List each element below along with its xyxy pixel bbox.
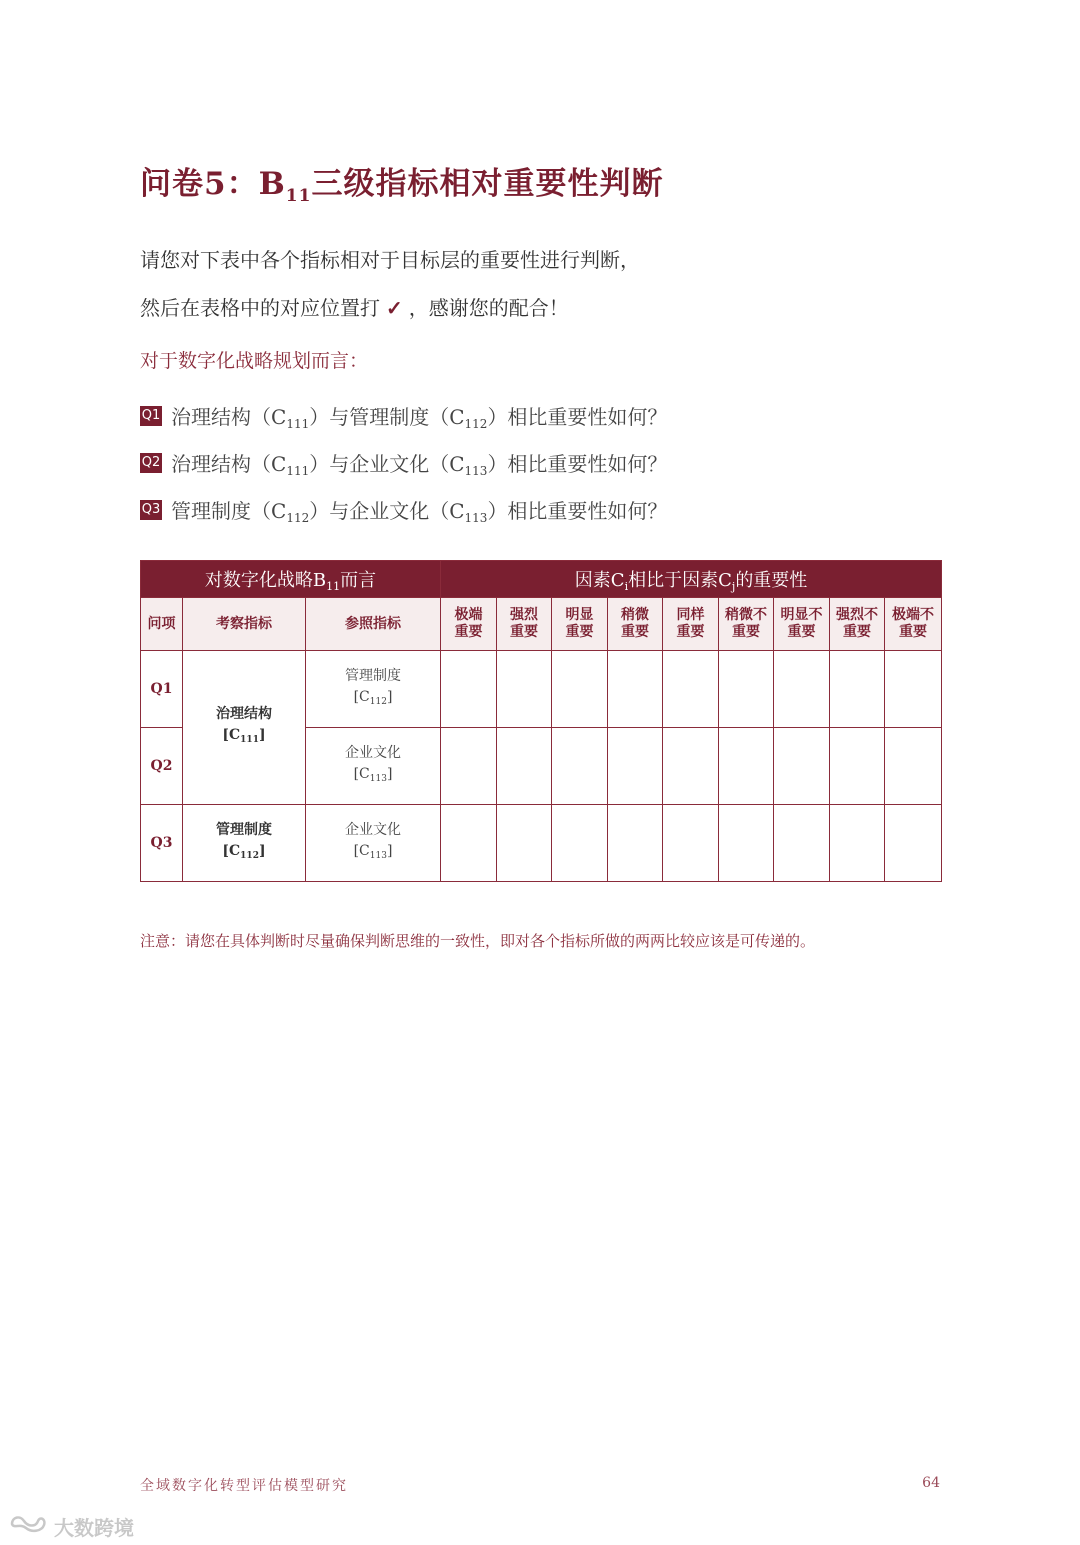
answer-cell[interactable] (441, 805, 497, 882)
col-header-level: 极端 重要 (441, 598, 497, 651)
answer-cell[interactable] (552, 805, 608, 882)
col-header-level: 强烈不 重要 (830, 598, 885, 651)
question-text: 治理结构$(C_{111})$与管理制度$(C_{112})$相比重要性如何？ (171, 404, 668, 431)
question-badge: Q2 (140, 453, 162, 473)
intro-line-1: 请您对下表中各个指标相对于目标层的重要性进行判断， (140, 248, 640, 272)
answer-cell[interactable] (663, 728, 719, 805)
row-question-id: Q3 (141, 805, 183, 882)
col-header-level: 明显 重要 (552, 598, 608, 651)
question-text: 治理结构$(C_{111})$与企业文化$(C_{113})$相比重要性如何？ (171, 451, 668, 478)
answer-cell[interactable] (441, 728, 497, 805)
answer-cell[interactable] (497, 805, 552, 882)
answer-cell[interactable] (774, 728, 830, 805)
row-question-id: Q2 (141, 728, 183, 805)
answer-cell[interactable] (885, 651, 942, 728)
question-badge: Q3 (140, 500, 162, 520)
reference-cell: 企业文化 $[C_{113}]$ (306, 728, 441, 805)
answer-cell[interactable] (719, 728, 774, 805)
col-header-level: 明显不 重要 (774, 598, 830, 651)
answer-cell[interactable] (608, 651, 663, 728)
page-title: 问卷5：$B_{11}$三级指标相对重要性判断 (140, 166, 664, 206)
check-mark-icon: ✓ (386, 296, 403, 320)
context-heading: 对于数字化战略规划而言： (140, 350, 369, 372)
watermark-text: 大数跨境 (54, 1516, 134, 1540)
answer-cell[interactable] (552, 728, 608, 805)
reference-cell: 企业文化 $[C_{113}]$ (306, 805, 441, 882)
question-item (140, 439, 667, 486)
answer-cell[interactable] (663, 651, 719, 728)
answer-cell[interactable] (885, 728, 942, 805)
indicator-cell: 管理制度 $[C_{112}]$ (183, 805, 306, 882)
answer-cell[interactable] (608, 805, 663, 882)
answer-cell[interactable] (830, 728, 885, 805)
answer-cell[interactable] (774, 805, 830, 882)
indicator-cell: 治理结构 $[C_{111}]$ (183, 651, 306, 805)
footer-title: 全域数字化转型评估模型研究 (140, 1478, 348, 1494)
answer-cell[interactable] (830, 805, 885, 882)
answer-cell[interactable] (441, 651, 497, 728)
intro-line-2: 然后在表格中的对应位置打 ✓ ，感谢您的配合！ (140, 296, 569, 320)
answer-cell[interactable] (497, 651, 552, 728)
answer-cell[interactable] (719, 651, 774, 728)
col-header-reference: 参照指标 (306, 598, 441, 651)
header-context: 对数字化战略$B_{11}$而言 (141, 561, 441, 598)
col-header-level: 强烈 重要 (497, 598, 552, 651)
reference-cell: 管理制度 $[C_{112}]$ (306, 651, 441, 728)
col-header-indicator: 考察指标 (183, 598, 306, 651)
answer-cell[interactable] (608, 728, 663, 805)
watermark (8, 1512, 134, 1541)
judgement-table (140, 560, 942, 882)
intro-text (140, 236, 640, 332)
watermark-logo-icon (8, 1513, 48, 1540)
row-question-id: Q1 (141, 651, 183, 728)
question-list (140, 392, 667, 533)
header-importance: 因素$C_i$相比于因素$C_j$的重要性 (441, 561, 942, 598)
col-header-item: 问项 (141, 598, 183, 651)
answer-cell[interactable] (774, 651, 830, 728)
question-item (140, 486, 667, 533)
question-text: 管理制度$(C_{112})$与企业文化$(C_{113})$相比重要性如何？ (171, 498, 668, 525)
answer-cell[interactable] (885, 805, 942, 882)
table-row (141, 651, 942, 728)
question-badge: Q1 (140, 406, 162, 426)
answer-cell[interactable] (552, 651, 608, 728)
col-header-level: 极端不 重要 (885, 598, 942, 651)
answer-cell[interactable] (663, 805, 719, 882)
answer-cell[interactable] (497, 728, 552, 805)
answer-cell[interactable] (830, 651, 885, 728)
table-row (141, 805, 942, 882)
answer-cell[interactable] (719, 805, 774, 882)
col-header-level: 同样 重要 (663, 598, 719, 651)
question-item (140, 392, 667, 439)
page-number: 64 (922, 1475, 940, 1491)
col-header-level: 稍微 重要 (608, 598, 663, 651)
note-text: 注意：请您在具体判断时尽量确保判断思维的一致性，即对各个指标所做的两两比较应该是可传递的。 (140, 932, 816, 950)
col-header-level: 稍微不 重要 (719, 598, 774, 651)
